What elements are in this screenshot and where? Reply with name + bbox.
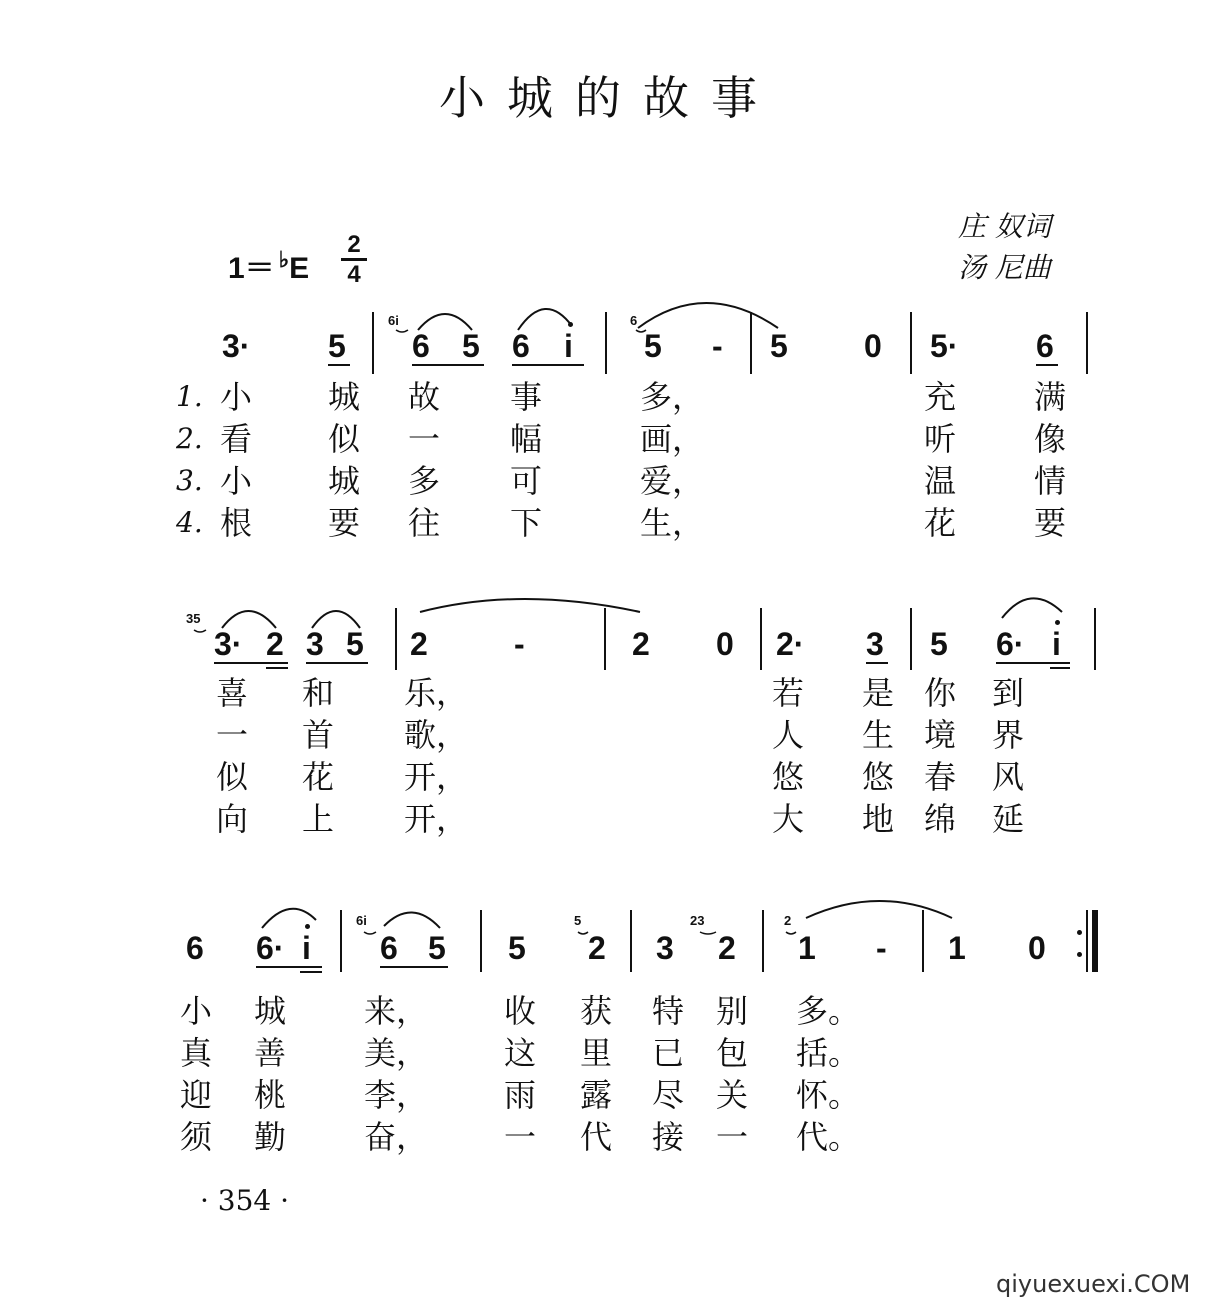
- song-title: 小城的故事: [439, 71, 779, 125]
- rest: 0: [716, 626, 734, 662]
- lyric: 悠: [772, 758, 805, 796]
- lyric: 往: [408, 504, 441, 542]
- lyric: 像: [1034, 420, 1067, 458]
- lyric: 春: [924, 758, 957, 796]
- verse-number: 2.: [176, 422, 203, 455]
- lyric: 已: [652, 1034, 685, 1072]
- lyric: 收: [504, 992, 537, 1030]
- lyric: 大: [772, 800, 805, 838]
- lyric: 桃: [254, 1076, 287, 1114]
- note: 3: [306, 626, 324, 662]
- grace-hook: [786, 932, 796, 934]
- lyric: 似: [328, 420, 361, 458]
- lyric: 接: [652, 1118, 685, 1156]
- note: 5: [328, 328, 346, 364]
- page-number: · 354 ·: [200, 1184, 290, 1217]
- note: 5: [508, 930, 526, 966]
- lyric: 故: [408, 378, 441, 416]
- lyric: 根: [220, 504, 253, 542]
- lyric: 善: [254, 1034, 287, 1072]
- lyric: 包: [716, 1034, 749, 1072]
- tie: [806, 901, 952, 918]
- lyric: 须: [180, 1118, 213, 1156]
- note: 6: [1036, 328, 1054, 364]
- key-prefix: 1＝: [228, 252, 275, 285]
- note: 6·: [256, 930, 285, 966]
- slur: [384, 912, 440, 928]
- note: 6: [512, 328, 530, 364]
- lyric: 一: [216, 716, 249, 754]
- grace-hook: [364, 932, 376, 934]
- lyric: 奋，: [364, 1118, 429, 1156]
- lyric: 幅: [510, 420, 543, 458]
- grace-hook: [700, 932, 716, 934]
- lyric: 绵: [924, 800, 957, 838]
- note: i: [1052, 626, 1061, 662]
- note: 2: [632, 626, 650, 662]
- lyric: 开，: [404, 758, 469, 796]
- note: 5: [930, 626, 948, 662]
- lyric: 李，: [364, 1076, 429, 1114]
- lyric: 充: [924, 378, 957, 416]
- lyric: 延: [992, 800, 1025, 838]
- note: 3: [866, 626, 884, 662]
- verse-number: 3.: [176, 464, 203, 497]
- lyric: 城: [328, 462, 361, 500]
- note: 6: [380, 930, 398, 966]
- grace-hook: [396, 330, 408, 332]
- lyric: 要: [1034, 504, 1067, 542]
- lyric: 下: [510, 504, 543, 542]
- lyricist-credit: 庄 奴词: [958, 210, 1051, 243]
- lyric: 获: [580, 992, 613, 1030]
- lyric: 开，: [404, 800, 469, 838]
- lyric: 小: [220, 378, 253, 416]
- lyric: 看: [220, 420, 253, 458]
- lyric: 关: [716, 1076, 749, 1114]
- lyric: 似: [216, 758, 249, 796]
- watermark: qiyuexuexi.COM: [996, 1270, 1191, 1298]
- lyric: 勤: [254, 1118, 287, 1156]
- lyric: 花: [302, 758, 335, 796]
- lyric: 代: [580, 1118, 613, 1156]
- slur: [222, 611, 276, 628]
- lyric: 尽: [652, 1076, 685, 1114]
- key-note: E: [289, 252, 310, 285]
- lyric: 你: [924, 674, 957, 712]
- slur: [262, 909, 316, 928]
- lyric: 特: [652, 992, 685, 1030]
- note: 3·: [222, 328, 251, 364]
- note: 3: [656, 930, 674, 966]
- note: 5: [428, 930, 446, 966]
- lyric: 露: [580, 1076, 613, 1114]
- grace-hook: [194, 630, 206, 632]
- lyric: 这: [504, 1034, 537, 1072]
- lyric: 多: [408, 462, 441, 500]
- note: 1: [948, 930, 966, 966]
- lyric: 歌，: [404, 716, 469, 754]
- lyric: 首: [302, 716, 335, 754]
- rest: 0: [1028, 930, 1046, 966]
- lyric: 城: [254, 992, 287, 1030]
- lyric: 事: [510, 378, 543, 416]
- verse-number: 4.: [176, 506, 203, 539]
- grace-note: 6i: [388, 313, 399, 328]
- lyric: 若: [772, 674, 805, 712]
- lyric: 向: [216, 800, 249, 838]
- lyric: 花: [924, 504, 957, 542]
- lyric: 乐，: [404, 674, 469, 712]
- note: 5: [462, 328, 480, 364]
- lyric: 和: [302, 674, 335, 712]
- slur: [312, 611, 360, 628]
- lyric: 多。: [796, 992, 861, 1030]
- lyric: 里: [580, 1034, 613, 1072]
- lyric: 情: [1034, 462, 1067, 500]
- lyric: 一: [408, 420, 441, 458]
- grace-note: 35: [186, 611, 201, 626]
- tie: [420, 599, 640, 612]
- verse-number: 1.: [176, 380, 203, 413]
- note: 2: [588, 930, 606, 966]
- lyric: 喜: [216, 674, 249, 712]
- note: 6: [186, 930, 204, 966]
- lyric: 一: [716, 1118, 749, 1156]
- lyric: 生: [862, 716, 895, 754]
- grace-note: 23: [690, 913, 705, 928]
- grace-hook: [578, 932, 588, 934]
- note: 5: [770, 328, 788, 364]
- grace-note: 6i: [356, 913, 367, 928]
- note: 2: [266, 626, 284, 662]
- lyric: 来，: [364, 992, 429, 1030]
- lyric: 美，: [364, 1034, 429, 1072]
- grace-note: 6: [630, 313, 638, 328]
- grace-note: 2: [784, 913, 792, 928]
- lyric: 城: [328, 378, 361, 416]
- lyric: 人: [772, 716, 805, 754]
- lyric: 上: [302, 800, 335, 838]
- note: i: [302, 930, 311, 966]
- composer-credit: 汤 尼曲: [958, 251, 1051, 284]
- lyric: 境: [924, 716, 957, 754]
- lyric: 括。: [796, 1034, 861, 1072]
- lyric: 生，: [640, 504, 705, 542]
- grace-hook: [636, 330, 646, 332]
- slur: [518, 309, 572, 330]
- time-signature-top: 2: [347, 231, 361, 258]
- note: 2: [718, 930, 736, 966]
- lyric: 爱，: [640, 462, 705, 500]
- note: 5·: [930, 328, 959, 364]
- lyric: 界: [992, 716, 1025, 754]
- lyric: 是: [862, 674, 895, 712]
- slur: [1002, 598, 1062, 618]
- lyric: 别: [716, 992, 749, 1030]
- lyric: 怀。: [796, 1076, 861, 1114]
- dash: -: [514, 626, 525, 662]
- lyric: 雨: [504, 1076, 537, 1114]
- dash: -: [712, 328, 723, 364]
- note: 5: [644, 328, 662, 364]
- note: 5: [346, 626, 364, 662]
- lyric: 多，: [640, 378, 705, 416]
- lyric: 听: [924, 420, 957, 458]
- tie: [638, 303, 778, 328]
- flat-sign: ♭: [278, 247, 290, 272]
- time-signature-bottom: 4: [347, 261, 361, 288]
- lyric: 地: [862, 800, 895, 838]
- lyric: 画，: [640, 420, 705, 458]
- lyric: 一: [504, 1118, 537, 1156]
- note: 2·: [776, 626, 805, 662]
- dash: -: [876, 930, 887, 966]
- lyric: 可: [510, 462, 543, 500]
- lyric: 代。: [796, 1118, 861, 1156]
- lyric: 小: [220, 462, 253, 500]
- slur: [418, 314, 472, 330]
- note: i: [564, 328, 573, 364]
- note: 6: [412, 328, 430, 364]
- lyric: 到: [992, 674, 1025, 712]
- note: 2: [410, 626, 428, 662]
- lyric: 温: [924, 462, 957, 500]
- lyric: 迎: [180, 1076, 213, 1114]
- lyric: 满: [1034, 378, 1067, 416]
- grace-note: 5: [574, 913, 582, 928]
- lyric: 要: [328, 504, 361, 542]
- rest: 0: [864, 328, 882, 364]
- lyric: 悠: [862, 758, 895, 796]
- lyric: 风: [992, 758, 1025, 796]
- lyric: 小: [180, 992, 213, 1030]
- note: 3·: [214, 626, 243, 662]
- note: 6·: [996, 626, 1025, 662]
- note: 1: [798, 930, 816, 966]
- lyric: 真: [180, 1034, 213, 1072]
